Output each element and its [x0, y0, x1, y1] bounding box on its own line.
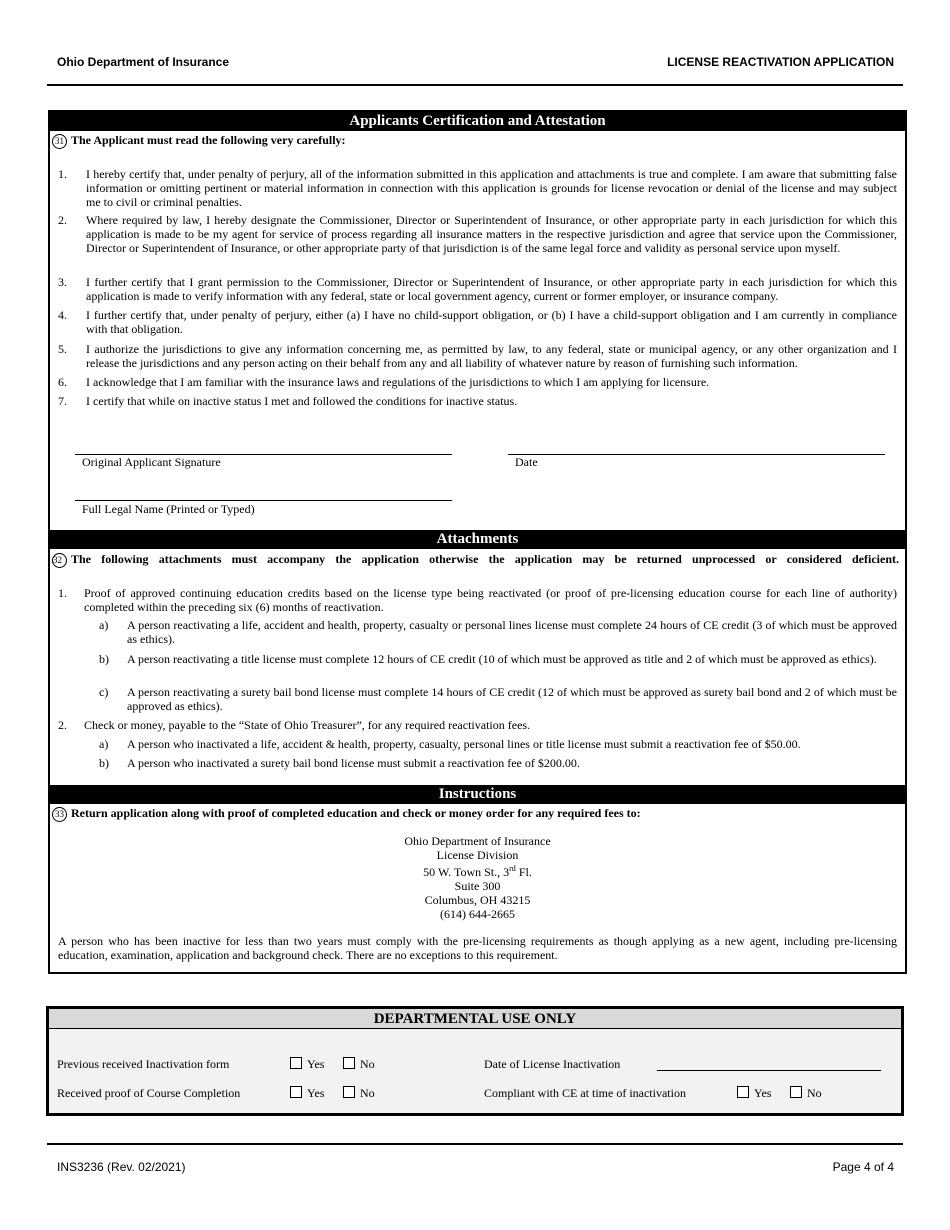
inactivation-date-line[interactable] [657, 1070, 881, 1071]
prev-form-label: Previous received Inactivation form [57, 1057, 230, 1071]
address-street: 50 W. Town St., 3rd Fl. [423, 864, 532, 879]
address-org: Ohio Department of Insurance [404, 834, 551, 848]
prev-form-no[interactable]: No [343, 1057, 375, 1072]
attach-item-2a: a) A person who inactivated a life, accident & health, property, casualty, personal lines or title license must submit a reactivation fee of $50.00. [99, 737, 801, 751]
address-suite: Suite 300 [454, 879, 501, 893]
cert-item-5: 5. I authorize the jurisdictions to give any information concerning me, as permitted by law, to any federal, state or municipal agency, or any other organization and I release the jurisdictions and any person acting on their behalf from any and all liability of whatever nature by reason of furnishing such information. [58, 342, 897, 370]
date-label: Date [515, 455, 538, 469]
signature-label: Original Applicant Signature [82, 455, 221, 469]
attach-item-1b: b) A person reactivating a title license must complete 12 hours of CE credit (10 of which must be approved as title and 2 of which must be approved as ethics). [99, 652, 877, 666]
checkbox[interactable] [343, 1057, 355, 1069]
mailing-address [50, 834, 905, 921]
section-number-31: 31 [52, 134, 67, 149]
departmental-use-title: DEPARTMENTAL USE ONLY [49, 1009, 901, 1029]
checkbox[interactable] [290, 1086, 302, 1098]
form-number: INS3236 (Rev. 02/2021) [57, 1160, 186, 1174]
proof-label: Received proof of Course Completion [57, 1086, 241, 1100]
address-division: License Division [436, 848, 519, 862]
prev-form-yes[interactable]: Yes [290, 1057, 324, 1072]
full-name-line[interactable] [75, 500, 452, 501]
full-name-label: Full Legal Name (Printed or Typed) [82, 502, 255, 516]
certification-title: Applicants Certification and Attestation [50, 112, 905, 131]
inactive-note: A person who has been inactive for less than two years must comply with the pre-licensing requirements as though applying as a new agent, including pre-licensing education, examination, application and background check. There are no exceptions to this requirement. [58, 934, 897, 962]
address-city: Columbus, OH 43215 [424, 893, 531, 907]
address-phone: (614) 644-2665 [440, 907, 515, 921]
cert-item-2: 2. Where required by law, I hereby designate the Commissioner, Director or Superintendent of Insurance, or other appropriate party in each jurisdiction for which this application is made to be my agent for service of process regarding all insurance matters in the respective jurisdiction and agree that service upon the Commissioner, Director or Superintendent of Insurance, or other appropriate party of that jurisdiction is of the same legal force and validity as personal service upon myself. [58, 213, 897, 255]
attach-item-1a: a) A person reactivating a life, accident and health, property, casualty or personal lines license must complete 24 hours of CE credit (3 of which must be approved as ethics). [99, 618, 897, 646]
cert-item-4: 4. I further certify that, under penalty of perjury, either (a) I have no child-support obligation, or (b) I have a child-support obligation and I am currently in compliance with that obligation. [58, 308, 897, 336]
inactivation-date-label: Date of License Inactivation [484, 1057, 621, 1071]
page-number: Page 4 of 4 [832, 1160, 894, 1174]
instructions-title: Instructions [50, 785, 905, 804]
checkbox[interactable] [343, 1086, 355, 1098]
attach-item-2: 2. Check or money, payable to the “State of Ohio Treasurer”, for any required reactivation fees. [58, 718, 531, 732]
compliant-yes[interactable]: Yes [737, 1086, 771, 1101]
instructions-lead: 33 Return application along with proof of completed education and check or money order for any required fees to: [52, 806, 899, 822]
proof-yes[interactable]: Yes [290, 1086, 324, 1101]
certification-lead: 31 The Applicant must read the following very carefully: [52, 133, 899, 149]
attach-item-1: 1. Proof of approved continuing education credits based on the license type being reactivated (or proof of pre-licensing education course for each line of authority) completed within the preceding six (6) months of reactivation. [58, 586, 897, 614]
attachments-title: Attachments [50, 530, 905, 549]
checkbox[interactable] [790, 1086, 802, 1098]
cert-item-7: 7. I certify that while on inactive status I met and followed the conditions for inactive status. [58, 394, 518, 408]
header-rule [47, 84, 903, 86]
section-number-33: 33 [52, 807, 67, 822]
compliant-label: Compliant with CE at time of inactivation [484, 1086, 686, 1100]
attach-item-2b: b) A person who inactivated a surety bail bond license must submit a reactivation fee of $200.00. [99, 756, 580, 770]
footer-rule [47, 1143, 903, 1145]
cert-item-6: 6. I acknowledge that I am familiar with the insurance laws and regulations of the jurisdictions to which I am applying for licensure. [58, 375, 710, 389]
cert-item-3: 3. I further certify that I grant permission to the Commissioner, Director or Superintendent of Insurance, or other appropriate party in each jurisdiction for which this application is made to verify information with any federal, state or local government agency, current or former employer, or insurance company. [58, 275, 897, 303]
section-number-32: 32 [52, 553, 67, 568]
form-title: LICENSE REACTIVATION APPLICATION [667, 55, 894, 69]
compliant-no[interactable]: No [790, 1086, 822, 1101]
checkbox[interactable] [737, 1086, 749, 1098]
checkbox[interactable] [290, 1057, 302, 1069]
departmental-use-box [46, 1006, 904, 1116]
proof-no[interactable]: No [343, 1086, 375, 1101]
date-line[interactable] [508, 454, 885, 455]
cert-item-1: 1. I hereby certify that, under penalty of perjury, all of the information submitted in this application and attachments is true and complete. I am aware that submitting false information or omitting pertinent or material information in connection with this application is grounds for license revocation or denial of the license and may subject me to civil or criminal penalties. [58, 167, 897, 209]
attach-item-1c: c) A person reactivating a surety bail bond license must complete 14 hours of CE credit (12 of which must be approved as surety bail bond and 2 of which must be approved as ethics). [99, 685, 897, 713]
agency-name: Ohio Department of Insurance [57, 55, 230, 69]
attachments-lead: 32 The following attachments must accompany the application otherwise the application may be returned unprocessed or considered deficient. [53, 552, 899, 566]
application-form [48, 110, 907, 974]
